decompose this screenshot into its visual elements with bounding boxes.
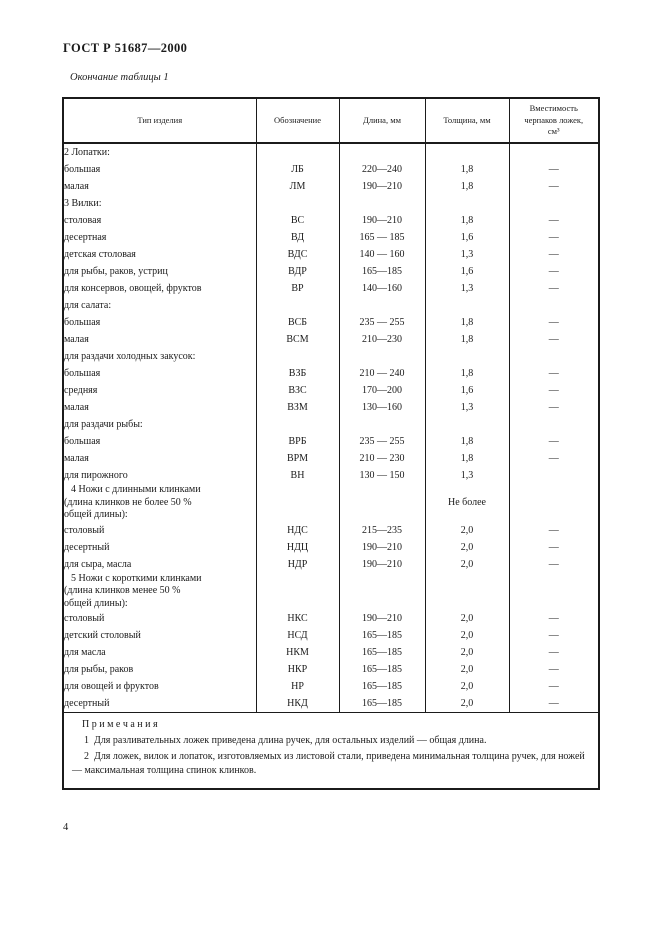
cell-capacity (509, 573, 599, 611)
table-row (63, 331, 599, 348)
cell-thickness: 1,8 (425, 161, 509, 178)
cell-capacity: — (509, 365, 599, 382)
cell-thickness: 1,8 (425, 331, 509, 348)
section-row (63, 143, 599, 161)
cell-designation: НСД (256, 627, 339, 644)
table-row (63, 522, 599, 539)
table-row (63, 399, 599, 416)
cell-thickness (425, 195, 509, 212)
cell-length: 165 — 185 (339, 229, 425, 246)
cell-product-type: для рыбы, раков (63, 661, 256, 678)
section-row (63, 484, 599, 522)
notes-title: П р и м е ч а н и я (82, 719, 158, 730)
cell-designation: ЛБ (256, 161, 339, 178)
cell-length: 165—185 (339, 263, 425, 280)
cell-length: 170—200 (339, 382, 425, 399)
cell-product-type: для консервов, овощей, фруктов (63, 280, 256, 297)
notes-section (63, 713, 599, 790)
table-row (63, 178, 599, 195)
cell-capacity: — (509, 661, 599, 678)
cell-thickness: 1,3 (425, 467, 509, 484)
cell-thickness: 1,8 (425, 212, 509, 229)
cell-length: 210—230 (339, 331, 425, 348)
cell-capacity (509, 484, 599, 522)
cell-thickness: 1,8 (425, 365, 509, 382)
table-caption: Окончание таблицы 1 (70, 72, 169, 83)
section-line: 5 Ножи с короткими клинками (71, 572, 202, 584)
cell-length: 165—185 (339, 644, 425, 661)
cell-product-type: десертный (63, 539, 256, 556)
cell-capacity: — (509, 522, 599, 539)
cell-thickness: 1,3 (425, 399, 509, 416)
cell-capacity: — (509, 450, 599, 467)
table-row (63, 539, 599, 556)
cell-capacity: — (509, 263, 599, 280)
cell-product-type: для рыбы, раков, устриц (63, 263, 256, 280)
cell-length: 220—240 (339, 161, 425, 178)
cell-capacity: — (509, 539, 599, 556)
cell-designation: НКС (256, 610, 339, 627)
cell-designation (256, 416, 339, 433)
cell-product-type: большая (63, 433, 256, 450)
cell-product-type (63, 573, 256, 611)
cell-capacity: — (509, 678, 599, 695)
cell-designation: НДЦ (256, 539, 339, 556)
cell-length: 235 — 255 (339, 314, 425, 331)
cell-designation: НР (256, 678, 339, 695)
cell-designation (256, 348, 339, 365)
table-row (63, 610, 599, 627)
cell-capacity (509, 416, 599, 433)
cell-length: 215—235 (339, 522, 425, 539)
cell-product-type: для раздачи холодных закусок: (63, 348, 256, 365)
cell-length: 190—210 (339, 212, 425, 229)
table-row (63, 314, 599, 331)
cell-length: 210 — 230 (339, 450, 425, 467)
cell-length: 130 — 150 (339, 467, 425, 484)
cell-product-type: для масла (63, 644, 256, 661)
cell-thickness: 1,3 (425, 246, 509, 263)
cell-designation: НКД (256, 695, 339, 713)
cell-designation (256, 573, 339, 611)
cell-length (339, 416, 425, 433)
cell-designation: ВЗМ (256, 399, 339, 416)
table-row (63, 246, 599, 263)
col-header-product-type: Тип изделия (63, 98, 256, 143)
col-header-designation: Обозначение (256, 98, 339, 143)
section-line: общей длины): (64, 509, 128, 520)
table-row (63, 678, 599, 695)
cell-thickness: 2,0 (425, 644, 509, 661)
cell-designation: НКМ (256, 644, 339, 661)
cell-product-type: для сыра, масла (63, 556, 256, 573)
cell-capacity: — (509, 399, 599, 416)
table-row (63, 644, 599, 661)
cell-capacity: — (509, 161, 599, 178)
cell-thickness: 1,8 (425, 314, 509, 331)
cell-thickness: 1,6 (425, 263, 509, 280)
cell-thickness: 1,3 (425, 280, 509, 297)
cell-thickness: 2,0 (425, 678, 509, 695)
cell-product-type: для раздачи рыбы: (63, 416, 256, 433)
cell-thickness: 2,0 (425, 695, 509, 713)
cell-length: 165—185 (339, 695, 425, 713)
cell-product-type: детская столовая (63, 246, 256, 263)
cell-product-type: малая (63, 178, 256, 195)
table-row (63, 433, 599, 450)
cell-product-type: малая (63, 450, 256, 467)
cell-capacity: — (509, 695, 599, 713)
cell-length (339, 573, 425, 611)
table-row (63, 661, 599, 678)
cell-length: 140 — 160 (339, 246, 425, 263)
table-footer (63, 713, 599, 790)
cutlery-dimensions-table (62, 97, 600, 790)
cell-designation: НДС (256, 522, 339, 539)
cell-thickness: 1,8 (425, 178, 509, 195)
table-row (63, 556, 599, 573)
cell-product-type (63, 484, 256, 522)
cell-capacity (509, 195, 599, 212)
page-number: 4 (63, 822, 69, 833)
table-row (63, 229, 599, 246)
cell-product-type: детский столовый (63, 627, 256, 644)
cell-thickness (425, 348, 509, 365)
cell-product-type: для пирожного (63, 467, 256, 484)
cell-product-type: 2 Лопатки: (63, 143, 256, 161)
cell-thickness (425, 143, 509, 161)
cell-capacity: — (509, 556, 599, 573)
cell-designation: ВН (256, 467, 339, 484)
table-row (63, 467, 599, 484)
col-header-capacity: Вместимость черпаков ложек, см³ (509, 98, 599, 143)
cell-capacity: — (509, 280, 599, 297)
cell-product-type: малая (63, 331, 256, 348)
cell-capacity (509, 348, 599, 365)
cell-designation: ВС (256, 212, 339, 229)
cell-thickness: 1,6 (425, 382, 509, 399)
cell-capacity: — (509, 627, 599, 644)
cell-thickness: 1,8 (425, 450, 509, 467)
cell-length: 130—160 (339, 399, 425, 416)
cell-capacity (509, 143, 599, 161)
cell-thickness: Не более (425, 484, 509, 522)
cell-designation (256, 297, 339, 314)
table-row (63, 161, 599, 178)
cell-designation: ВР (256, 280, 339, 297)
cell-designation: ВДС (256, 246, 339, 263)
cell-capacity: — (509, 644, 599, 661)
cell-designation: ВСМ (256, 331, 339, 348)
cell-product-type: малая (63, 399, 256, 416)
cell-product-type: столовый (63, 610, 256, 627)
cell-length: 190—210 (339, 178, 425, 195)
cell-thickness (425, 297, 509, 314)
cell-length (339, 195, 425, 212)
cell-designation (256, 195, 339, 212)
cell-thickness: 2,0 (425, 556, 509, 573)
cell-designation: ВЗС (256, 382, 339, 399)
section-row (63, 416, 599, 433)
cell-designation: НДР (256, 556, 339, 573)
cell-designation: ВЗБ (256, 365, 339, 382)
cell-capacity: — (509, 610, 599, 627)
standard-number: ГОСТ Р 51687—2000 (63, 41, 188, 55)
cell-designation: ВДР (256, 263, 339, 280)
table-row (63, 382, 599, 399)
cell-designation: ЛМ (256, 178, 339, 195)
col-header-length: Длина, мм (339, 98, 425, 143)
cell-product-type: большая (63, 314, 256, 331)
table-row (63, 627, 599, 644)
cell-thickness: 2,0 (425, 610, 509, 627)
cell-thickness (425, 573, 509, 611)
section-row (63, 195, 599, 212)
cell-capacity: — (509, 433, 599, 450)
cell-length: 165—185 (339, 678, 425, 695)
section-row (63, 573, 599, 611)
cell-thickness: 1,6 (425, 229, 509, 246)
cell-length (339, 484, 425, 522)
cell-length (339, 297, 425, 314)
section-line: общей длины): (64, 597, 128, 609)
cell-capacity (509, 297, 599, 314)
cell-thickness (425, 416, 509, 433)
cell-capacity: — (509, 229, 599, 246)
note-1: 1 Для разливательных ложек приведена длина ручек, для остальных изделий — общая длина. (84, 734, 487, 746)
cell-thickness: 2,0 (425, 522, 509, 539)
cell-designation: ВСБ (256, 314, 339, 331)
cell-designation (256, 143, 339, 161)
section-line: (длина клинков не более 50 % (64, 496, 192, 508)
cell-capacity: — (509, 178, 599, 195)
cell-thickness: 1,8 (425, 433, 509, 450)
cell-capacity: — (509, 314, 599, 331)
cell-capacity: — (509, 246, 599, 263)
cell-product-type: для овощей и фруктов (63, 678, 256, 695)
cell-length: 140—160 (339, 280, 425, 297)
cell-product-type: десертная (63, 229, 256, 246)
cell-designation (256, 484, 339, 522)
cell-capacity: — (509, 212, 599, 229)
cell-product-type: десертный (63, 695, 256, 713)
cell-length: 165—185 (339, 627, 425, 644)
table-row (63, 450, 599, 467)
cell-length (339, 143, 425, 161)
cell-designation: НКР (256, 661, 339, 678)
cell-thickness: 2,0 (425, 661, 509, 678)
cell-capacity: — (509, 331, 599, 348)
cell-product-type: средняя (63, 382, 256, 399)
cell-designation: ВРБ (256, 433, 339, 450)
table-row (63, 365, 599, 382)
notes-row (63, 713, 599, 790)
cell-length: 235 — 255 (339, 433, 425, 450)
section-line: (длина клинков менее 50 % (64, 585, 181, 596)
table-header (63, 98, 599, 143)
section-line: 4 Ножи с длинными клинками (71, 484, 201, 495)
cell-designation: ВРМ (256, 450, 339, 467)
col-header-thickness: Толщина, мм (425, 98, 509, 143)
header-row (63, 98, 599, 143)
note-2: 2 Для ложек, вилок и лопаток, изготовляемых из листовой стали, приведена минимальная толщина ручек, для ножей — максимальная толщина спинок клинков. (72, 751, 588, 776)
cell-capacity (509, 467, 599, 484)
cell-product-type: столовый (63, 522, 256, 539)
cell-product-type: столовая (63, 212, 256, 229)
table-row (63, 280, 599, 297)
cell-thickness: 2,0 (425, 539, 509, 556)
cell-product-type: для салата: (63, 297, 256, 314)
cell-thickness: 2,0 (425, 627, 509, 644)
table-row (63, 212, 599, 229)
cell-capacity: — (509, 382, 599, 399)
table-body (63, 143, 599, 713)
table-row (63, 695, 599, 713)
section-row (63, 297, 599, 314)
cell-product-type: большая (63, 161, 256, 178)
table-row (63, 263, 599, 280)
cell-length (339, 348, 425, 365)
cell-product-type: большая (63, 365, 256, 382)
cell-length: 190—210 (339, 539, 425, 556)
section-row (63, 348, 599, 365)
cell-length: 210 — 240 (339, 365, 425, 382)
cell-length: 190—210 (339, 610, 425, 627)
cell-designation: ВД (256, 229, 339, 246)
cell-length: 165—185 (339, 661, 425, 678)
cell-length: 190—210 (339, 556, 425, 573)
cell-product-type: 3 Вилки: (63, 195, 256, 212)
